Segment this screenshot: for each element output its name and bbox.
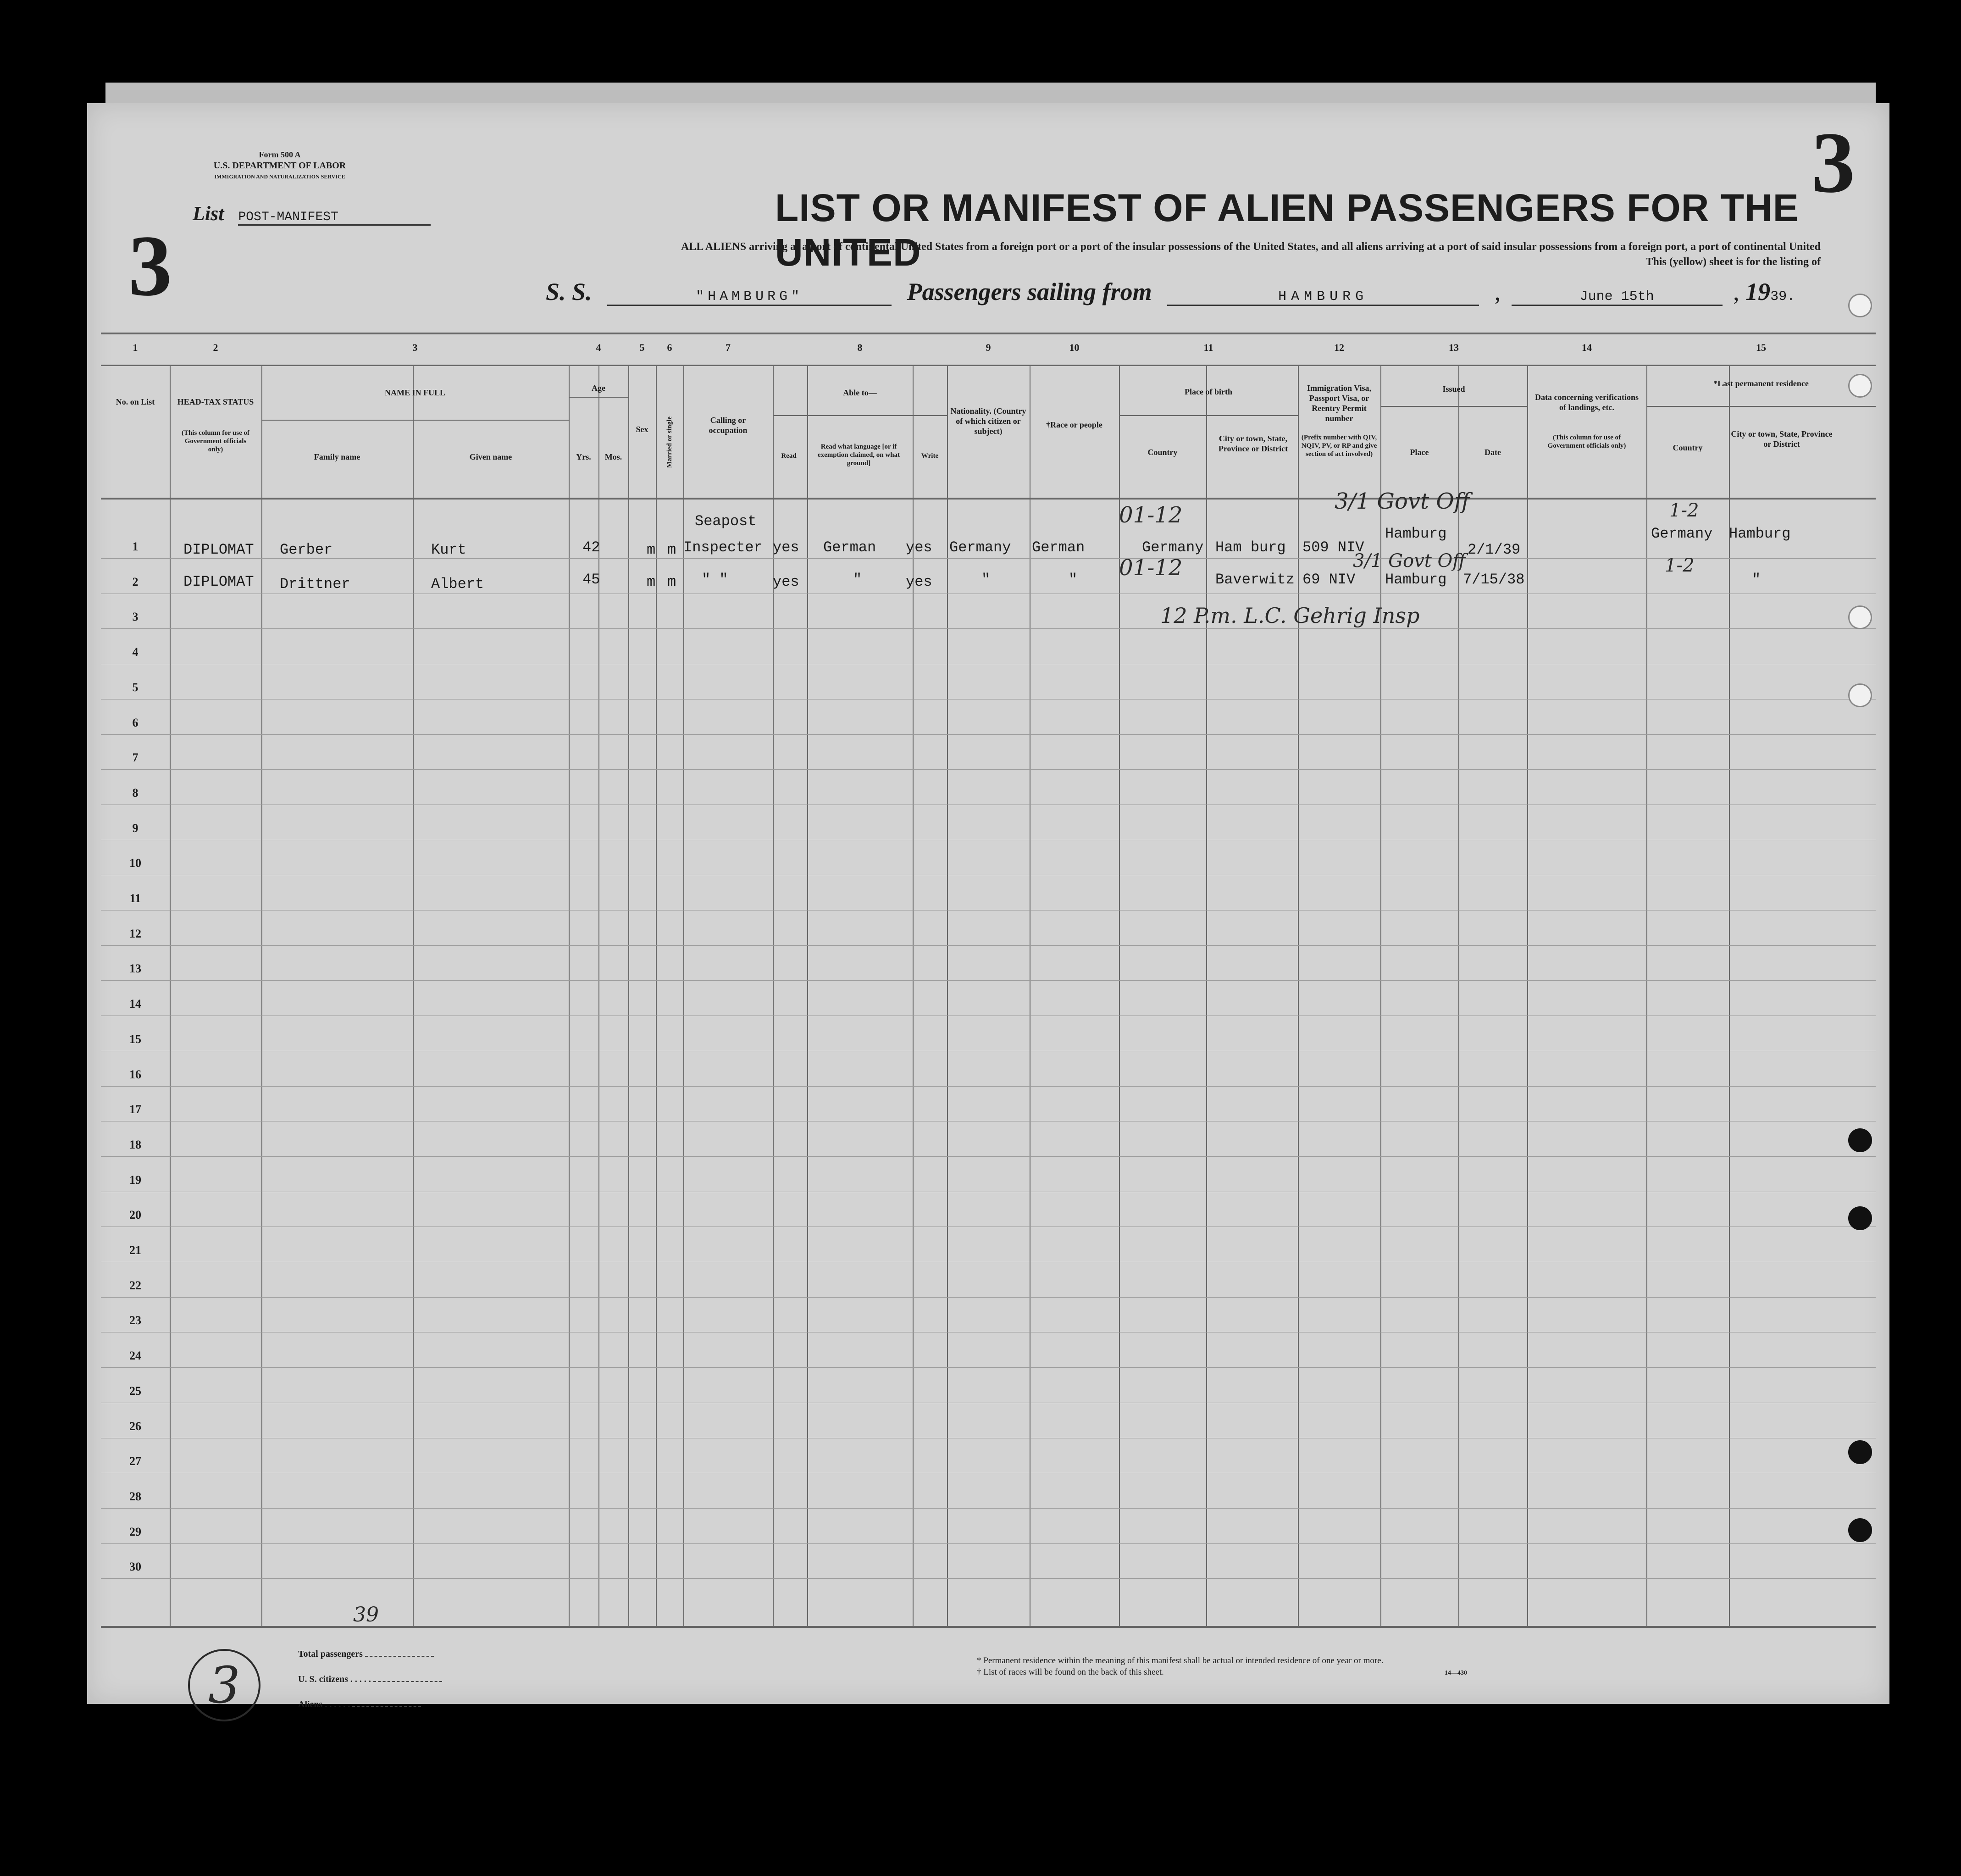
hdr-mos: Mos. <box>604 452 622 461</box>
colnum-rule <box>101 365 1876 366</box>
hdr-place-of-birth: Place of birth <box>1185 387 1232 396</box>
hdr-head-tax: HEAD-TAX STATUS <box>177 397 254 406</box>
column-line <box>170 365 171 1626</box>
row1-sex: m <box>647 541 656 558</box>
colnum-10: 10 <box>1069 342 1080 353</box>
header-bottom-rule <box>101 498 1876 500</box>
row-number: 17 <box>129 1103 141 1116</box>
column-line <box>1729 365 1730 1626</box>
hdr-read-language: Read what language [or if exemption claimed, on what ground] <box>817 443 900 467</box>
hdr-issued-place: Place <box>1410 448 1429 457</box>
hdr-birth-country: Country <box>1147 448 1178 457</box>
row1-race: German <box>1032 539 1085 556</box>
hand-res2: 1-2 <box>1665 555 1695 576</box>
service: IMMIGRATION AND NATURALIZATION SERVICE <box>214 173 345 180</box>
row-number: 24 <box>129 1349 141 1363</box>
row2-married: m <box>667 573 676 590</box>
table-top-rule <box>101 333 1876 334</box>
row-number: 8 <box>132 786 138 799</box>
row-number: 26 <box>129 1419 141 1433</box>
list-value: POST-MANIFEST <box>238 210 431 226</box>
row-number: 6 <box>132 716 138 729</box>
port-name: HAMBURG <box>1167 289 1479 306</box>
row-number: 9 <box>132 821 138 835</box>
hdr-res-city: City or town, State, Province or District <box>1731 429 1833 449</box>
row1-res-city: Hamburg <box>1729 525 1791 542</box>
hand-birth1: 01-12 <box>1119 502 1183 528</box>
row-line <box>101 980 1876 981</box>
colnum-11: 11 <box>1203 342 1213 353</box>
footer-citizens-label: U. S. citizens <box>298 1674 348 1684</box>
row2-write: yes <box>906 573 932 590</box>
issued-subrule <box>1380 406 1527 407</box>
binder-hole <box>1848 683 1872 707</box>
department: U.S. DEPARTMENT OF LABOR <box>213 161 346 171</box>
colnum-8: 8 <box>857 342 863 353</box>
row1-occupation: Inspecter <box>683 539 763 556</box>
colnum-6: 6 <box>667 342 672 353</box>
row-line <box>101 769 1876 770</box>
binder-hole <box>1848 1440 1872 1464</box>
row1-issued-date: 2/1/39 <box>1468 541 1521 558</box>
hdr-birth-city: City or town, State, Province or District <box>1218 434 1288 453</box>
hdr-given-name: Given name <box>469 452 512 461</box>
colnum-13: 13 <box>1449 342 1459 353</box>
colnum-2: 2 <box>213 342 218 353</box>
row-line <box>101 1543 1876 1544</box>
name-subrule <box>261 420 569 421</box>
row-number: 30 <box>129 1560 141 1574</box>
birth-subrule <box>1119 415 1298 416</box>
hdr-nationality: Nationality. (Country of which citizen or subject) <box>950 406 1026 436</box>
sheet-number-right: 3 <box>1811 115 1855 211</box>
row2-race: " <box>1069 571 1078 588</box>
hdr-write: Write <box>921 452 939 460</box>
hand-visa1: 3/1 Govt Off <box>1335 488 1470 514</box>
row2-yrs: 45 <box>582 571 600 588</box>
subtitle-line2: This (yellow) sheet is for the listing of <box>1645 256 1821 268</box>
binder-hole <box>1848 1128 1872 1152</box>
hdr-last-residence: *Last permanent residence <box>1713 379 1809 388</box>
row1-birth-country: Germany <box>1142 539 1204 556</box>
hdr-visa: Immigration Visa, Passport Visa, or Reentry Permit number <box>1307 383 1371 423</box>
colnum-14: 14 <box>1582 342 1592 353</box>
hdr-age: Age <box>592 383 605 393</box>
row-number: 10 <box>129 856 141 870</box>
row2-sex: m <box>647 573 656 590</box>
row2-nationality: " <box>981 571 991 588</box>
row2-occupation: " " <box>702 571 728 588</box>
row2-visa: 69 NIV <box>1302 571 1356 588</box>
hand-birth2: 01-12 <box>1119 555 1183 581</box>
row1-birth-city: Ham burg <box>1215 539 1286 556</box>
year-prefix: 19 <box>1745 278 1771 305</box>
hdr-sex: Sex <box>636 425 648 434</box>
row2-status: DIPLOMAT <box>183 573 254 590</box>
row1-nationality: Germany <box>949 539 1011 556</box>
column-line <box>569 365 570 1626</box>
column-line <box>413 365 414 1626</box>
colnum-12: 12 <box>1334 342 1344 353</box>
row2-res-city: " <box>1752 571 1761 588</box>
footer-note1: * Permanent residence within the meaning of this manifest shall be actual or intended residence of one year or more. <box>977 1656 1384 1665</box>
row-number: 16 <box>129 1067 141 1081</box>
hdr-family-name: Family name <box>314 452 360 461</box>
voyage-line: S. S. "HAMBURG" Passengers sailing from HAMBURG , June 15th , 1939. <box>546 278 1795 305</box>
row1-write: yes <box>906 539 932 556</box>
row-number: 28 <box>129 1489 141 1503</box>
column-line <box>1206 365 1207 1626</box>
binder-hole <box>1848 1518 1872 1542</box>
row-number: 23 <box>129 1314 141 1327</box>
row2-family: Drittner <box>280 576 350 593</box>
form-header <box>197 149 362 182</box>
row-number: 18 <box>129 1138 141 1151</box>
row-number: 13 <box>129 962 141 976</box>
row2-issued-date: 7/15/38 <box>1463 571 1525 588</box>
row-line <box>101 1367 1876 1368</box>
row-number: 21 <box>129 1243 141 1257</box>
manifest-page <box>87 103 1889 1715</box>
row-number: 22 <box>129 1278 141 1292</box>
ss-label: S. S. <box>546 278 592 305</box>
footer-total <box>298 1649 434 1660</box>
hdr-read: Read <box>781 452 797 460</box>
colnum-7: 7 <box>726 342 731 353</box>
hdr-calling: Calling or occupation <box>709 416 748 435</box>
hand-visa2: 3/1 Govt Off <box>1353 550 1466 572</box>
row2-issued-place: Hamburg <box>1385 571 1447 588</box>
row-number: 14 <box>129 997 141 1011</box>
row-number: 11 <box>129 892 141 905</box>
row1-visa: 509 NIV <box>1302 539 1364 556</box>
row-line <box>101 628 1876 629</box>
row-number: 15 <box>129 1032 141 1046</box>
row-number: 19 <box>129 1173 141 1187</box>
row-number: 4 <box>132 645 138 659</box>
hdr-head-tax-note: (This column for use of Government officials only) <box>181 429 250 453</box>
row1-issued-place: Hamburg <box>1385 525 1447 542</box>
form-number: Form 500 A <box>259 150 301 159</box>
row-number: 12 <box>129 927 141 940</box>
row-number: 27 <box>129 1454 141 1468</box>
binder-hole <box>1848 374 1872 398</box>
sailing-label: Passengers sailing from <box>907 278 1152 305</box>
ship-name: "HAMBURG" <box>607 289 892 306</box>
hand-circled-number: 3 <box>188 1649 260 1721</box>
hand-inspector-note: 12 P.m. L.C. Gehrig Insp <box>1160 603 1420 628</box>
colnum-1: 1 <box>133 342 138 353</box>
row-number: 5 <box>132 680 138 694</box>
row-line <box>101 734 1876 735</box>
hdr-no-on-list: No. on List <box>116 397 155 406</box>
row1-res-country: Germany <box>1651 525 1713 542</box>
subtitle-line1: ALL ALIENS arriving at a port of continental United States from a foreign port or a port of the insular possessions of the United States, and all aliens arriving at a port of said insular possessions from a foreign port, a port of continental United <box>681 241 1821 253</box>
hdr-married: Married or single <box>666 416 673 468</box>
column-line <box>807 365 808 1626</box>
row1-language: German <box>823 539 876 556</box>
row-line <box>101 1297 1876 1298</box>
footer-code: 14—430 <box>1445 1670 1467 1676</box>
footer-aliens-label: Aliens <box>298 1699 323 1709</box>
binder-hole <box>1848 605 1872 629</box>
colnum-9: 9 <box>986 342 991 353</box>
hdr-race: †Race or people <box>1046 420 1102 429</box>
colnum-15: 15 <box>1756 342 1766 353</box>
footer-aliens: Aliens . . . . . . <box>298 1699 421 1710</box>
row1-read: yes <box>773 539 799 556</box>
able-subrule <box>773 415 947 416</box>
binder-hole <box>1848 1206 1872 1230</box>
footer-citizens: U. S. citizens . . . . . <box>298 1674 442 1685</box>
residence-subrule <box>1646 406 1876 407</box>
colnum-3: 3 <box>412 342 418 353</box>
hdr-visa-note: (Prefix number with QIV, NQIV, PV, or RP and give section of act involved) <box>1301 434 1377 458</box>
column-line <box>261 365 262 1626</box>
binder-hole <box>1848 294 1872 317</box>
sheet-number-left: 3 <box>128 218 172 314</box>
footer-total-label: Total passengers <box>298 1649 363 1659</box>
row-line <box>101 1578 1876 1579</box>
row2-language: " <box>853 571 862 588</box>
row2-birth-city: Baverwitz <box>1215 571 1295 588</box>
column-line <box>656 365 657 1626</box>
hdr-issued-date: Date <box>1485 448 1501 457</box>
list-label: List <box>193 202 224 225</box>
column-line <box>1298 365 1299 1626</box>
hdr-able-to: Able to— <box>843 388 877 397</box>
row-line <box>101 1086 1876 1087</box>
hdr-data-note: (This column for use of Government officials only) <box>1547 434 1626 450</box>
row-number: 3 <box>132 610 138 624</box>
colnum-4: 4 <box>596 342 601 353</box>
hand-res1: 1-2 <box>1669 500 1699 521</box>
row-number: 1 <box>132 540 138 553</box>
hdr-res-country: Country <box>1673 443 1703 452</box>
row1-family: Gerber <box>280 541 333 558</box>
row1-given: Kurt <box>431 541 466 558</box>
row-line <box>101 1508 1876 1509</box>
hand-tally: 39 <box>353 1603 379 1626</box>
row-line <box>101 1156 1876 1157</box>
row-number: 25 <box>129 1384 141 1398</box>
colnum-5: 5 <box>639 342 645 353</box>
row-line <box>101 558 1876 559</box>
hdr-data-concerning: Data concerning verifications of landings, etc. <box>1535 393 1639 412</box>
row-line <box>101 945 1876 946</box>
row-number: 2 <box>132 575 138 588</box>
page-title: LIST OR MANIFEST OF ALIEN PASSENGERS FOR THE UNITED <box>775 186 1799 274</box>
column-line <box>1527 365 1528 1626</box>
hdr-yrs: Yrs. <box>576 452 591 461</box>
hdr-name-in-full: NAME IN FULL <box>384 388 445 397</box>
column-line <box>947 365 948 1626</box>
row1-yrs: 42 <box>582 539 600 556</box>
column-line <box>1119 365 1120 1626</box>
hdr-issued: Issued <box>1442 384 1465 394</box>
year-suffix: 39. <box>1770 289 1795 305</box>
row2-read: yes <box>773 573 799 590</box>
row-number: 29 <box>129 1525 141 1538</box>
row2-given: Albert <box>431 576 484 593</box>
row1-married: m <box>667 541 676 558</box>
row-number: 20 <box>129 1208 141 1222</box>
row-number: 7 <box>132 751 138 765</box>
row1-occupation-top: Seapost <box>695 513 757 530</box>
list-field <box>193 202 431 226</box>
row1-status: DIPLOMAT <box>183 541 254 558</box>
column-line <box>1646 365 1647 1626</box>
column-line <box>628 365 629 1626</box>
footer-note2: † List of races will be found on the back of this sheet. <box>977 1667 1164 1677</box>
sailing-date: June 15th <box>1512 289 1723 306</box>
